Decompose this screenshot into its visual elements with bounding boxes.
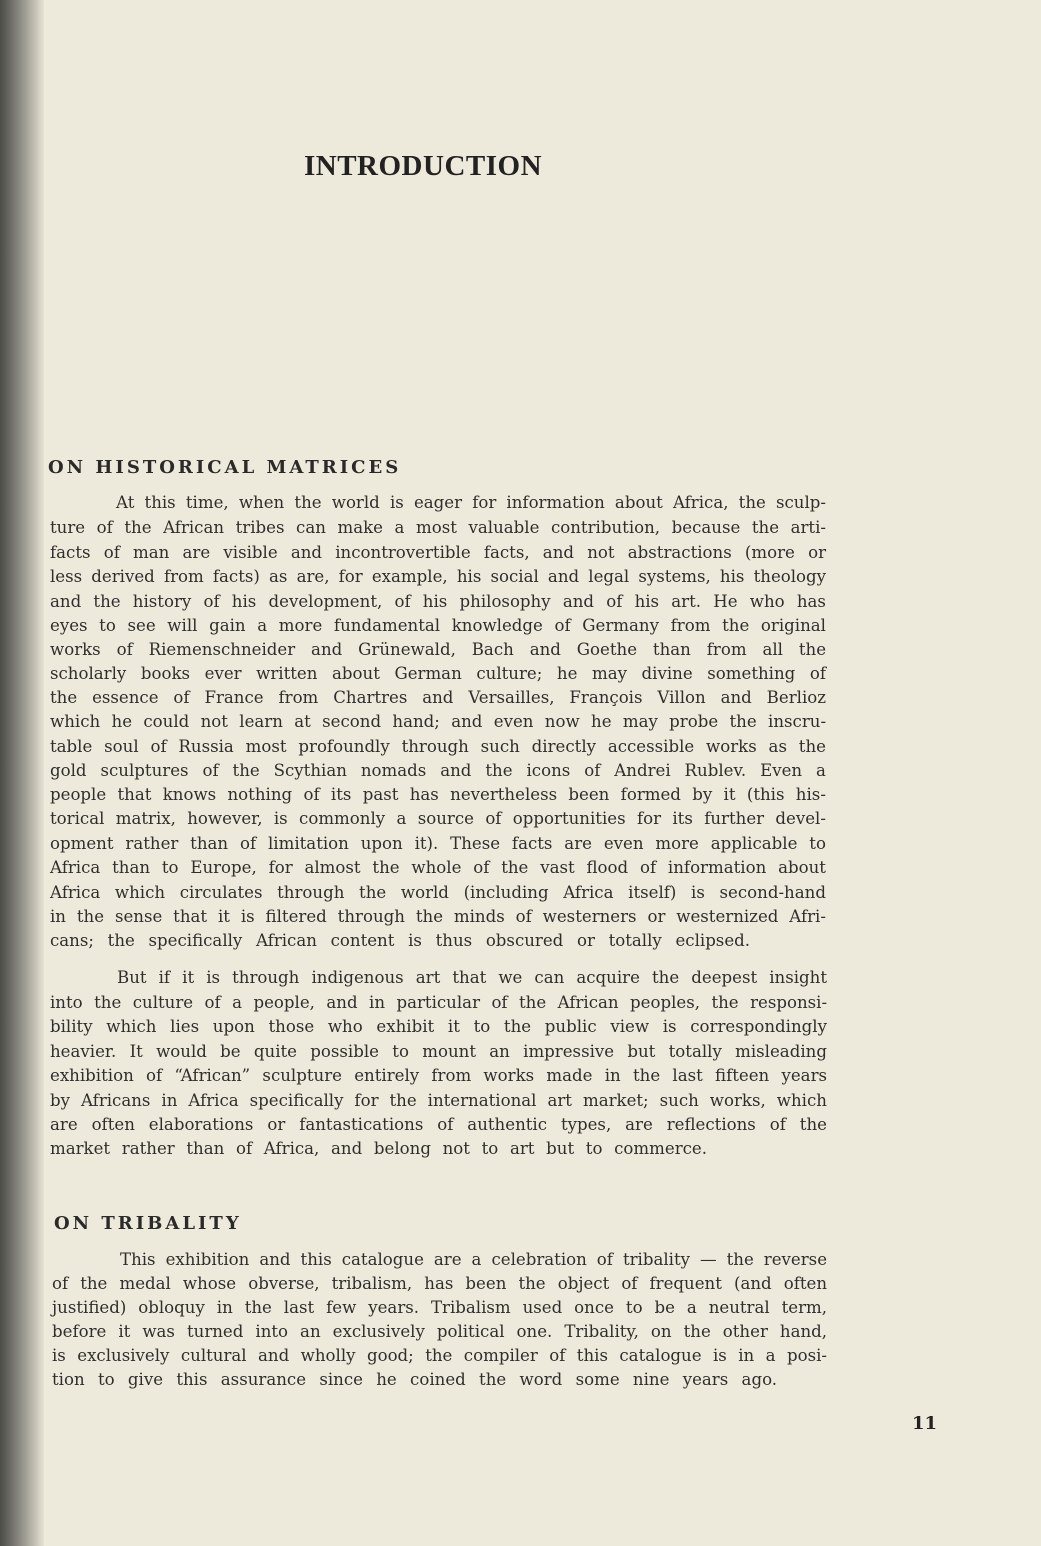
text-line: This exhibition and this catalogue are a celebration of tribality — the reverse [120, 1250, 828, 1269]
text-line: into the culture of a people, and in particular of the African peoples, the responsi- [50, 993, 828, 1012]
text-line: facts of man are visible and incontrovertible facts, and not abstractions (more or [50, 543, 826, 562]
text-line: bility which lies upon those who exhibit it to the public view is correspondingly [50, 1017, 827, 1036]
text-line: heavier. It would be quite possible to mount an impressive but totally misleading [50, 1042, 827, 1061]
text-line: eyes to see will gain a more fundamental knowledge of Germany from the original [50, 616, 826, 635]
text-line: the essence of France from Chartres and Versailles, François Villon and Berlioz [50, 688, 826, 707]
text-line: cans; the specifically African content is thus obscured or totally eclipsed. [50, 931, 751, 950]
text-line: table soul of Russia most profoundly through such directly accessible works as the [50, 737, 826, 756]
text-line: But if it is through indigenous art that we can acquire the deepest insight [117, 968, 828, 987]
page-number: 11 [912, 1413, 938, 1434]
section-heading-historical-matrices: ON HISTORICAL MATRICES [48, 457, 402, 478]
text-line: tion to give this assurance since he coined the word some nine years ago. [52, 1370, 778, 1389]
text-line: works of Riemenschneider and Grünewald, Bach and Goethe than from all the [50, 640, 827, 659]
text-line: of the medal whose obverse, tribalism, has been the object of frequent (and often [52, 1274, 828, 1293]
text-line: torical matrix, however, is commonly a source of opportunities for its further devel- [50, 809, 826, 828]
text-line: exhibition of “African” sculpture entirely from works made in the last fifteen years [50, 1066, 828, 1085]
text-line: scholarly books ever written about German culture; he may divine something of [50, 664, 826, 683]
text-line: before it was turned into an exclusively political one. Tribality, on the other hand, [52, 1322, 828, 1341]
page-title: INTRODUCTION [303, 150, 543, 182]
section-heading-tribality: ON TRIBALITY [54, 1213, 242, 1234]
text-line: in the sense that it is filtered through the minds of westerners or westernized Afri- [50, 907, 826, 926]
text-line: opment rather than of limitation upon it). These facts are even more applicable to [50, 834, 826, 853]
text-line: are often elaborations or fantastications of authentic types, are reflections of the [50, 1115, 827, 1134]
text-line: people that knows nothing of its past has nevertheless been formed by it (this his- [50, 785, 826, 804]
text-line: is exclusively cultural and wholly good; the compiler of this catalogue is in a posi- [52, 1346, 828, 1365]
text-line: gold sculptures of the Scythian nomads and the icons of Andrei Rublev. Even a [50, 761, 826, 780]
text-line: which he could not learn at second hand; and even now he may probe the inscru- [50, 712, 827, 731]
text-line: ture of the African tribes can make a most valuable contribution, because the arti- [50, 518, 827, 537]
text-line: by Africans in Africa specifically for the international art market; such works, which [50, 1091, 827, 1110]
text-line: Africa which circulates through the world (including Africa itself) is second-hand [50, 883, 826, 902]
text-line: market rather than of Africa, and belong not to art but to commerce. [50, 1139, 708, 1158]
text-line: and the history of his development, of his philosophy and of his art. He who has [50, 592, 826, 611]
text-line: less derived from facts) as are, for example, his social and legal systems, his theology [50, 567, 827, 586]
text-line: Africa than to Europe, for almost the whole of the vast flood of information about [50, 858, 826, 877]
text-line: At this time, when the world is eager for information about Africa, the sculp- [116, 493, 827, 512]
text-line: justified) obloquy in the last few years. Tribalism used once to be a neutral term, [52, 1298, 828, 1317]
